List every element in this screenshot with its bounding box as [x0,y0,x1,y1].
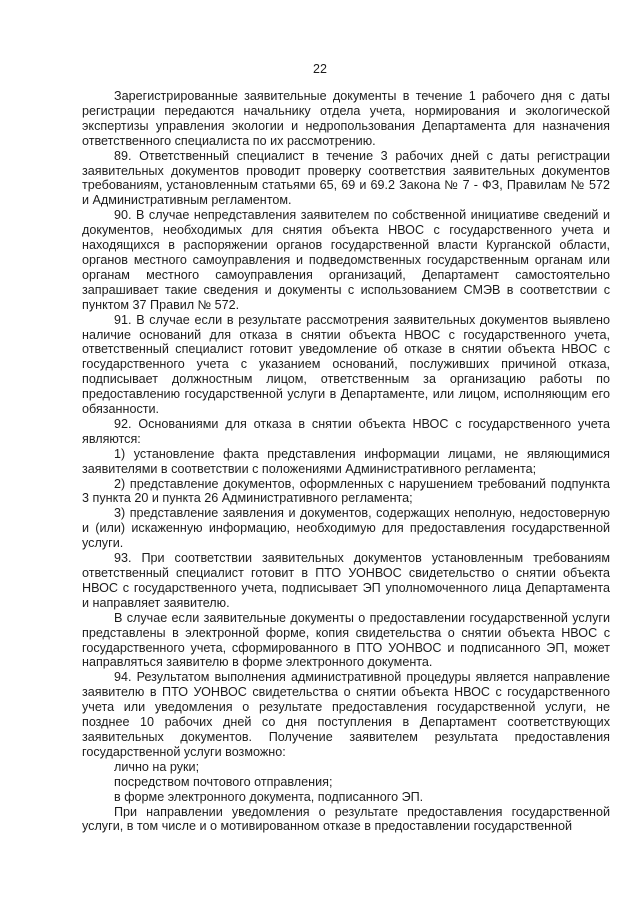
paragraph: При направлении уведомления о результате предоставления государственной услуги, в том числе и о мотивированном отказе в предоставлении государственной [82,804,610,834]
list-item: 2) представление документов, оформленных с нарушением требований подпункта 3 пункта 20 и пункта 26 Административного регламента; [82,476,610,506]
paragraph: Зарегистрированные заявительные документы в течение 1 рабочего дня с даты регистрации передаются начальнику отдела учета, нормирования и экологической экспертизы управления экологии и недропользования Департамента для назначения ответственного специалиста по их рассмотрению. [82,89,610,148]
paragraph-89: 89. Ответственный специалист в течение 3 рабочих дней с даты регистрации заявительных документов проводит проверку соответствия заявительных документов требованиям, установленным статьями 65, 69 и 69.2 Закона № 7 - ФЗ, Правилам № 572 и Административным регламентом. [82,148,610,208]
list-item: 1) установление факта представления информации лицами, не являющимися заявителями в соответствии с положениями Административного регламента; [82,446,610,476]
paragraph-93: 93. При соответствии заявительных документов установленным требованиям ответственный специалист готовит в ПТО УОНВОС свидетельство о снятии объекта НВОС с государственного учета, подписывает ЭП уполномоченного лица Департамента и направляет заявителю. [82,551,610,610]
paragraph-90: 90. В случае непредставления заявителем по собственной инициативе сведений и документов, необходимых для снятия объекта НВОС с государственного учета и находящихся в распоряжении органов государственной власти Курганской области, органов местного самоуправления и подведомственных государственным органам или органам местного самоуправления организаций, Департамент самостоятельно запрашивает такие сведения и документы с использованием СМЭВ в соответствии с пунктом 37 Правил № 572. [82,208,610,312]
list-item: 3) представление заявления и документов, содержащих неполную, недостоверную и (или) искаженную информацию, необходимую для предоставления государственной услуги. [82,506,610,551]
page-number: 22 [313,62,327,76]
paragraph: В случае если заявительные документы о предоставлении государственной услуги представлены в электронной форме, копия свидетельства о снятии объекта НВОС с государственного учета, сформированного в ПТО УОНВОС и подписанного ЭП, может направляться заявителю в форме электронного документа. [82,610,610,670]
paragraph-92: 92. Основаниями для отказа в снятии объекта НВОС с государственного учета являются: [82,416,610,446]
list-item: в форме электронного документа, подписанного ЭП. [114,789,424,804]
list-item: лично на руки; [114,759,200,774]
paragraph-91: 91. В случае если в результате рассмотрения заявительных документов выявлено наличие оснований для отказа в снятии объекта НВОС с государственного учета, ответственный специалист готовит уведомление об отказе в снятии объекта НВОС с государственного учета с указанием оснований, послуживших причиной отказа, подписывает должностным лицом, ответственным за организацию работы по предоставлению государственной услуги в Департаменте, или лицом, исполняющим его обязанности. [82,312,610,417]
list-item: посредством почтового отправления; [114,774,333,789]
document-body [82,89,610,834]
paragraph-94: 94. Результатом выполнения административной процедуры является направление заявителю в ПТО УОНВОС свидетельства о снятии объекта НВОС с государственного учета или уведомления о результате предоставления государственной услуги, не позднее 10 рабочих дней со дня поступления в Департамент соответствующих заявительных документов. Получение заявителем результата предоставления государственной услуги возможно: [82,670,610,759]
